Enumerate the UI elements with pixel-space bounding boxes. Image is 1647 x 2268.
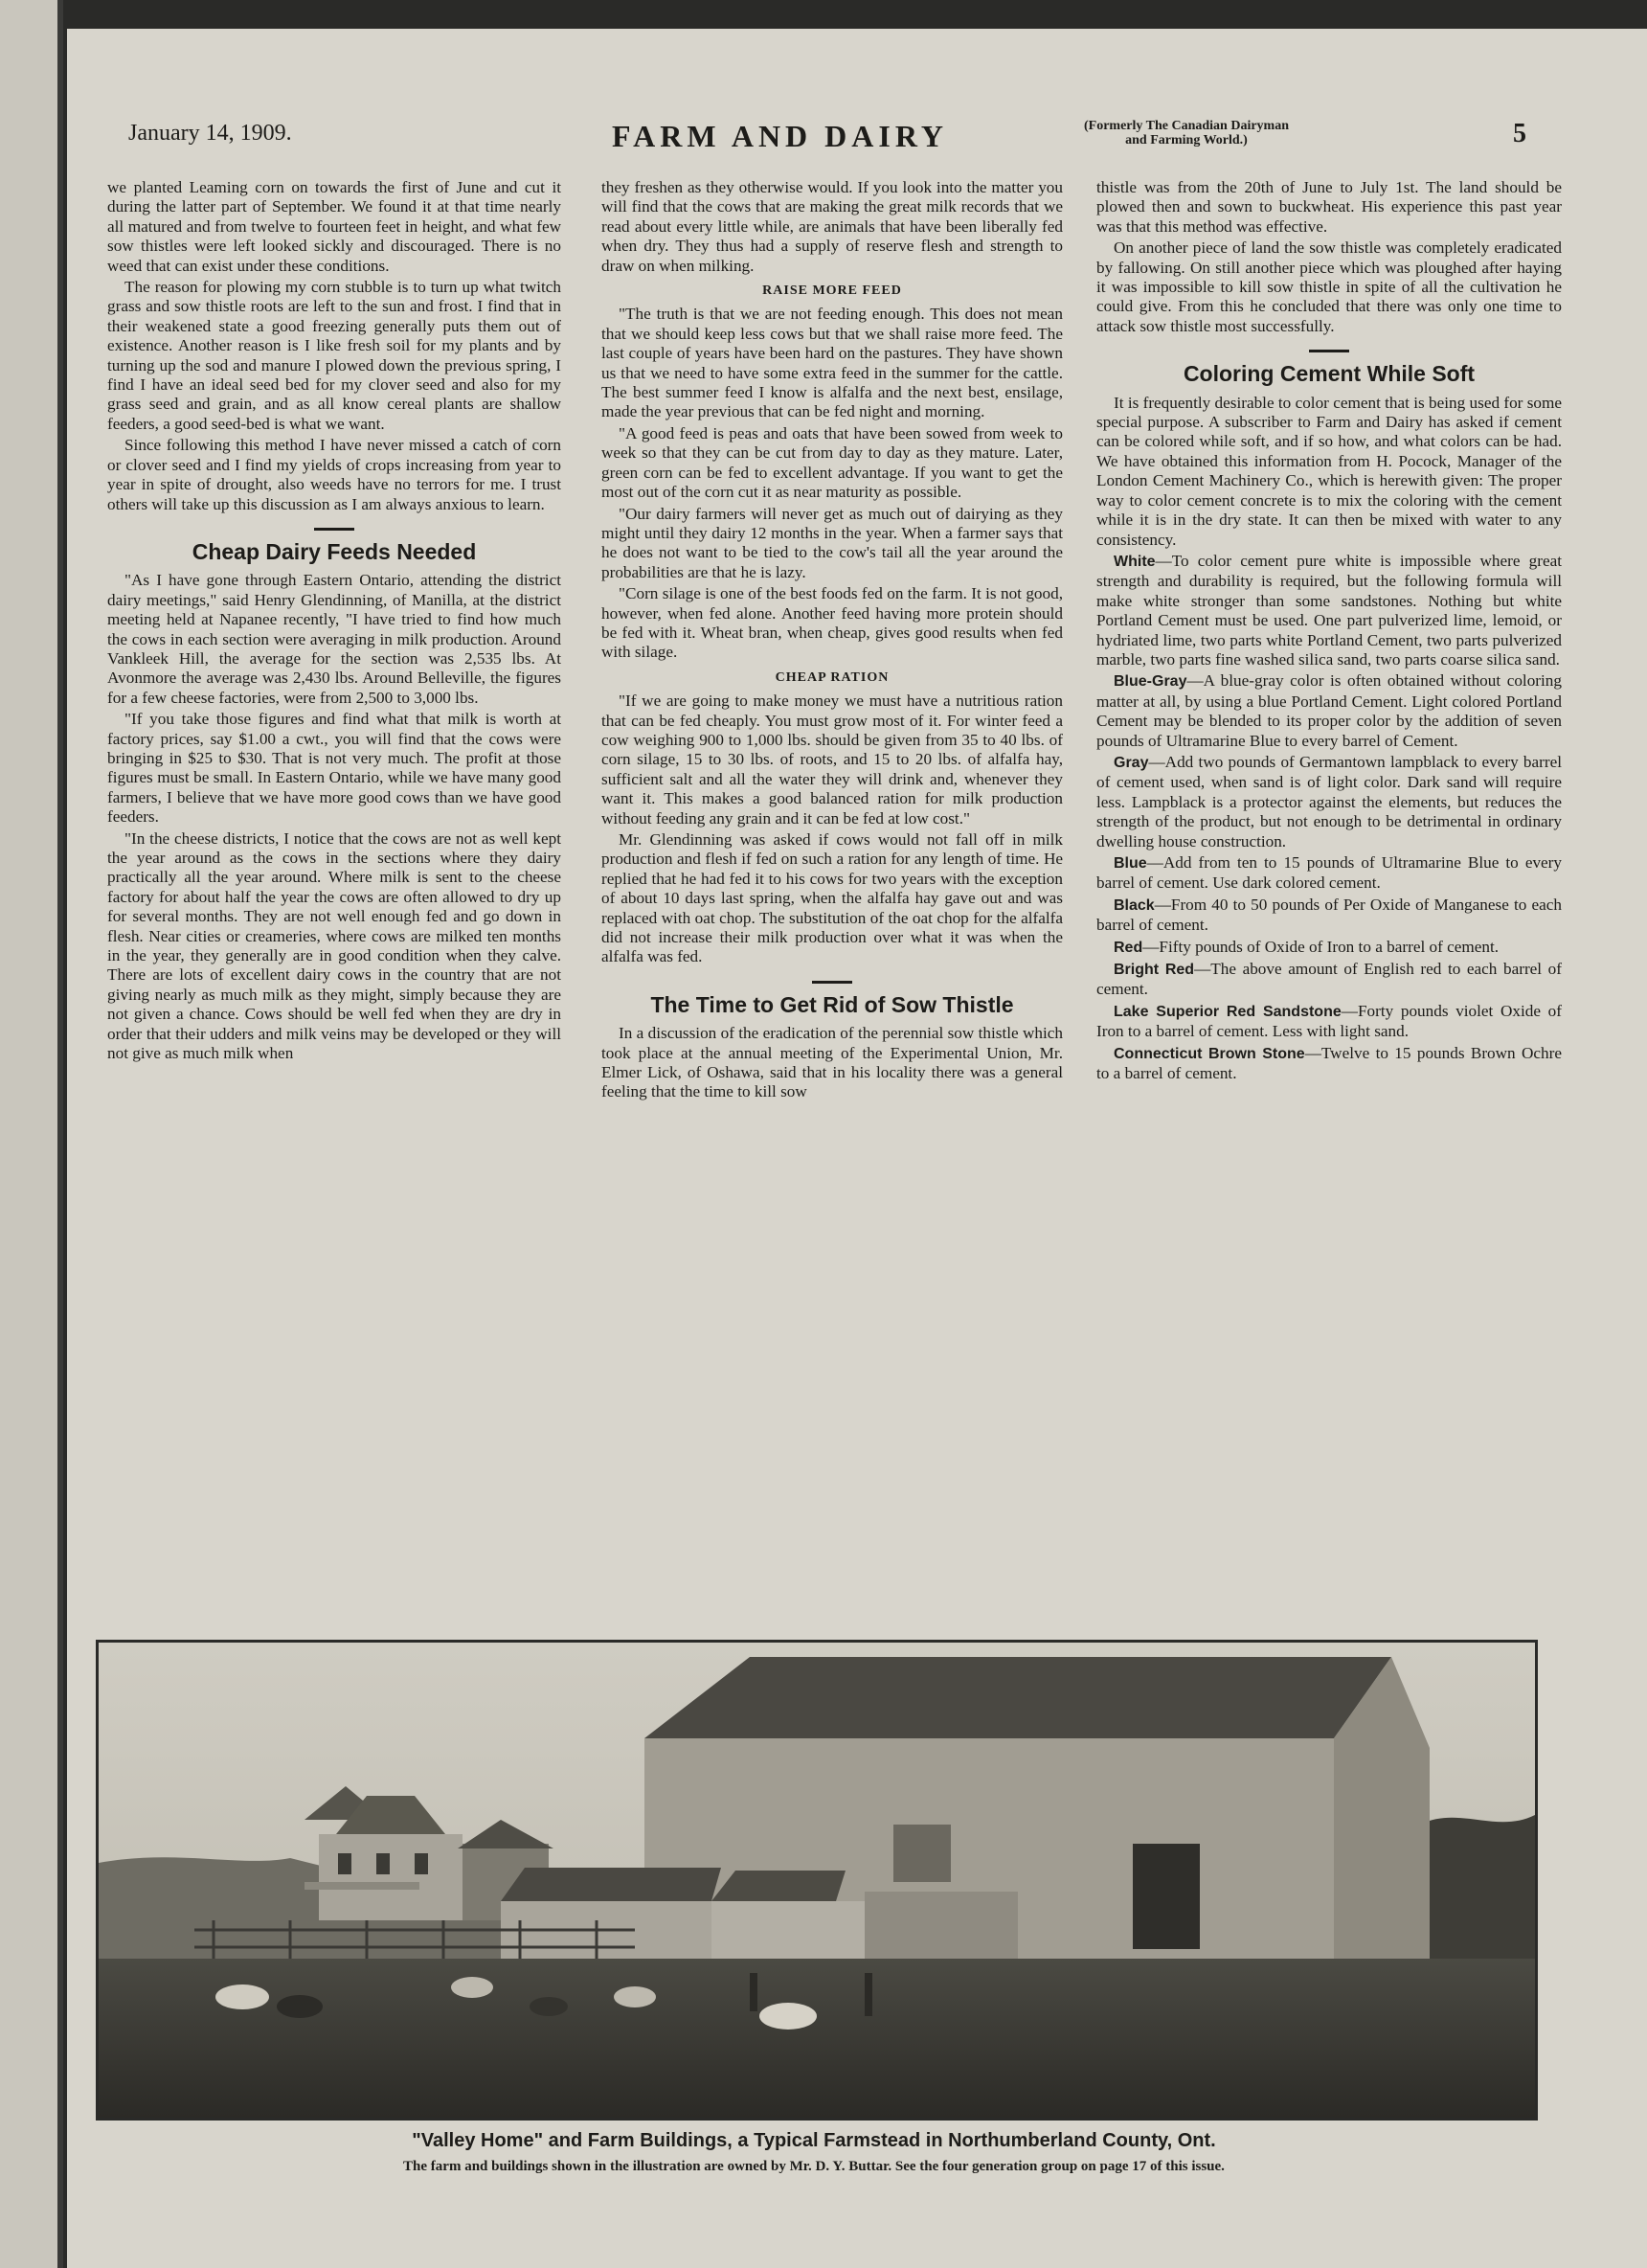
formerly-line-1: (Formerly The Canadian Dairyman [1083, 119, 1289, 133]
paragraph: thistle was from the 20th of June to July 1st. The land should be plowed then and sown to buckwheat. His experience this past year was that this method was effective. [1096, 178, 1562, 236]
column-2 [601, 178, 1063, 1104]
paragraph: "A good feed is peas and oats that have been sowed from week to week so that they can be cut from day to day as they mature. Later, green corn can be fed to excellent advantage. If you want to get the most out of the corn cut it as near maturity as possible. [601, 423, 1063, 502]
color-entry [1096, 1002, 1562, 1042]
color-name: Blue [1114, 855, 1147, 872]
color-text: —Forty pounds violet Oxide of Iron to a barrel of cement. Less with light sand. [1096, 1001, 1562, 1041]
photo-caption: "Valley Home" and Farm Buildings, a Typical Farmstead in Northumberland County, Ont. [412, 2130, 1216, 2151]
paragraph: "As I have gone through Eastern Ontario, attending the district dairy meetings," said Henry Glendinning, of Manilla, at the district meeting held at Napanee recently, "I have tried to find how much the cows in each section were averaging in milk production. Around Vankleek Hill, the average for the section was 2,535 lbs. At Avonmore the average was 2,430 lbs. Around Belleville, the figures for a few cheese factories, were from 2,500 to 3,000 lbs. [107, 571, 561, 707]
column-1 [107, 178, 561, 1065]
paragraph: "Our dairy farmers will never get as much out of dairying as they might until they dairy 12 months in the year. When a farmer says that he does not want to be tied to the cow's tail all the year around the probabilities are that he is lazy. [601, 504, 1063, 581]
color-text: —From 40 to 50 pounds of Per Oxide of Manganese to each barrel of cement. [1096, 895, 1562, 935]
color-entry [1096, 960, 1562, 1000]
paragraph: The reason for plowing my corn stubble is to turn up what twitch grass and sow thistle roots are left to the sun and frost. I find that in their weakened state a good freezing generally puts them out of existence. Another reason is I like fresh soil for my plants and by turning up the sod and manure I plowed down the previous spring, I find I have an ideal seed bed for my clover seed and also for my grass seed and grain, and as all know cereal plants are shallow feeders, a good seed-bed is what we want. [107, 278, 561, 433]
color-name: Bright Red [1114, 962, 1195, 979]
paragraph: "Corn silage is one of the best foods fed on the farm. It is not good, however, when fed alone. Another feed having more protein should be fed with it. Wheat bran, when cheap, gives good results when fed with silage. [601, 584, 1063, 662]
color-text: —The above amount of English red to each barrel of cement. [1096, 960, 1562, 999]
subheading: CHEAP RATION [775, 669, 890, 685]
color-text: —Add from ten to 15 pounds of Ultramarine Blue to every barrel of cement. Use dark colored cement. [1096, 853, 1562, 893]
color-entry [1096, 753, 1562, 851]
color-text: —Add two pounds of Germantown lampblack to every barrel of cement used, when sand is of light color. Dark sand will require less. Lampblack is a protector against the elements, but reduces the strength of the product, but not enough to be detrimental in ordinary dwelling house construction. [1096, 752, 1562, 850]
section-rule [812, 981, 852, 984]
color-entry [1096, 671, 1562, 751]
paragraph: On another piece of land the sow thistle was completely eradicated by fallowing. On still another piece which was ploughed after haying it was impossible to kill sow thistle in spite of all the cultivation he could give. From this he concluded that there was only one time to attack sow thistle most successfully. [1096, 238, 1562, 335]
paragraph: "If we are going to make money we must have a nutritious ration that can be fed cheaply. You must grow most of it. For winter feed a cow weighing 900 to 1,000 lbs. should be given from 35 to 40 lbs. of corn silage, 15 to 30 lbs. of roots, and 15 to 20 lbs. of alfalfa hay, sufficient salt and all the water they will drink and, whenever they want it. This makes a good balanced ration for milk production without feeding any grain and it can be fed at low cost." [601, 692, 1063, 828]
paragraph: "The truth is that we are not feeding enough. This does not mean that we should keep less cows but that we shall raise more feed. The last couple of years have been hard on the pastures. They have shown us that we need to have some extra feed in the summer for the cattle. The best summer feed I know is alfalfa and the next best, ensilage, made the year previous that can be fed night and morning. [601, 305, 1063, 421]
farmstead-illustration [99, 1643, 1535, 2118]
masthead-title: FARM AND DAIRY [612, 119, 948, 153]
color-text: —Twelve to 15 pounds Brown Ochre to a barrel of cement. [1096, 1043, 1562, 1083]
color-entry [1096, 896, 1562, 936]
page-header [128, 115, 1526, 163]
color-name: Lake Superior Red Sandstone [1114, 1003, 1342, 1020]
paragraph: we planted Leaming corn on towards the first of June and cut it during the latter part of September. We found it at that time nearly all matured and from twelve to fourteen feet in height, and what few sow thistles were left looked sickly and discouraged. There is no weed that can exist under these conditions. [107, 178, 561, 275]
paragraph: "If you take those figures and find what that milk is worth at factory prices, say $1.00 a cwt., you will find that the cows were bringing in $25 to $30. That is not very much. The profit at those figures must be small. In Eastern Ontario, while we have many good farmers, I believe that we have more good cows than we have good feeders. [107, 710, 561, 827]
color-name: Gray [1114, 754, 1149, 771]
formerly-note [1028, 119, 1344, 147]
color-name: Black [1114, 896, 1155, 914]
article-heading: Cheap Dairy Feeds Needed [192, 538, 477, 564]
paragraph: In a discussion of the eradication of the perennial sow thistle which took place at the annual meeting of the Experimental Union, Mr. Elmer Lick, of Oshawa, said that in his locality there was a general feeling that the time to kill sow [601, 1024, 1063, 1101]
color-entry [1096, 1044, 1562, 1084]
color-entry [1096, 938, 1562, 958]
article-heading: Coloring Cement While Soft [1183, 361, 1476, 387]
paragraph: "In the cheese districts, I notice that the cows are not as well kept the year around as the cows in the sections where they dairy practically all the year around. Where milk is sent to the cheese factory for about half the year the cows are often allowed to dry up for several months. They are not well enough fed and go down in flesh. Near cities or creameries, where cows are milked ten months in the year, they generally are in good condition when they calve. There are lots of excellent dairy cows in the country that are not giving nearly as much milk as they might, simply because they are not given a chance. Cows should be well fed when they are dry in order that their udders and milk veins may be developed or they will not give as much milk when [107, 828, 561, 1063]
previous-page-edge [0, 0, 63, 2268]
color-entry [1096, 853, 1562, 894]
paragraph: they freshen as they otherwise would. If you look into the matter you will find that the cows that are making the great milk records that we read about every little while, are animals that have been liberally fed when dry. They thus had a supply of reserve flesh and strength to draw on when milking. [601, 178, 1063, 275]
farmstead-photo [96, 1640, 1538, 2121]
subheading: RAISE MORE FEED [762, 284, 902, 299]
color-entry [1096, 552, 1562, 669]
paragraph: Since following this method I have never missed a catch of corn or clover seed and I find my yields of crops increasing from year to year in spite of drought, also weeds have no terrors for me. I trust others will take up this discussion as I am always anxious to learn. [107, 436, 561, 513]
color-text: —To color cement pure white is impossible where great strength and durability is required, but the following formula will make white stronger than some sandstones. Nothing but white Portland Cement must be used. One part pulverized lime, lemoid, or hydriated lime, two parts white Portland Cement, two parts pulverized marble, two parts fine washed silica sand, two parts coarse silica sand. [1096, 551, 1562, 669]
color-text: —Fifty pounds of Oxide of Iron to a barrel of cement. [1142, 937, 1500, 956]
article-heading: The Time to Get Rid of Sow Thistle [650, 991, 1014, 1017]
color-name: Connecticut Brown Stone [1114, 1045, 1305, 1062]
color-name: Blue-Gray [1114, 673, 1187, 691]
section-rule [1309, 350, 1349, 352]
color-name: Red [1114, 939, 1143, 956]
paragraph: Mr. Glendinning was asked if cows would not fall off in milk production and flesh if fed on such a ration for any length of time. He replied that he had fed it to his cows for two years with the exception of about 10 days last spring, when the alfalfa hay gave out and was replaced with oat chop. The substitution of the oat chop for the alfalfa did not increase their milk production over what it was when the alfalfa was fed. [601, 830, 1063, 966]
section-rule [314, 528, 354, 531]
issue-date: January 14, 1909. [128, 121, 292, 146]
paragraph: It is frequently desirable to color cement that is being used for some special purpose. A subscriber to Farm and Dairy has asked if cement can be colored while soft, and if so how, and what colors can be had. We have obtained this information from H. Pocock, Manager of the London Cement Machinery Co., which is herewith given: The proper way to color cement concrete is to mix the coloring with the cement while it is in the dry state. It can then be mixed with water to any consistency. [1096, 393, 1562, 549]
formerly-line-2: and Farming World.) [1125, 133, 1248, 147]
page-number: 5 [1513, 119, 1526, 148]
photo-subcaption: The farm and buildings shown in the illustration are owned by Mr. D. Y. Buttar. See the four generation group on page 17 of this issue. [403, 2159, 1225, 2174]
color-text: —A blue-gray color is often obtained without coloring matter at all, by using a blue Portland Cement. Light colored Portland Cement may be blended to its proper color by the addition of seven pounds of Ultramarine Blue to every barrel of Cement. [1096, 671, 1562, 750]
column-3 [1096, 178, 1562, 1085]
color-name: White [1114, 553, 1156, 570]
